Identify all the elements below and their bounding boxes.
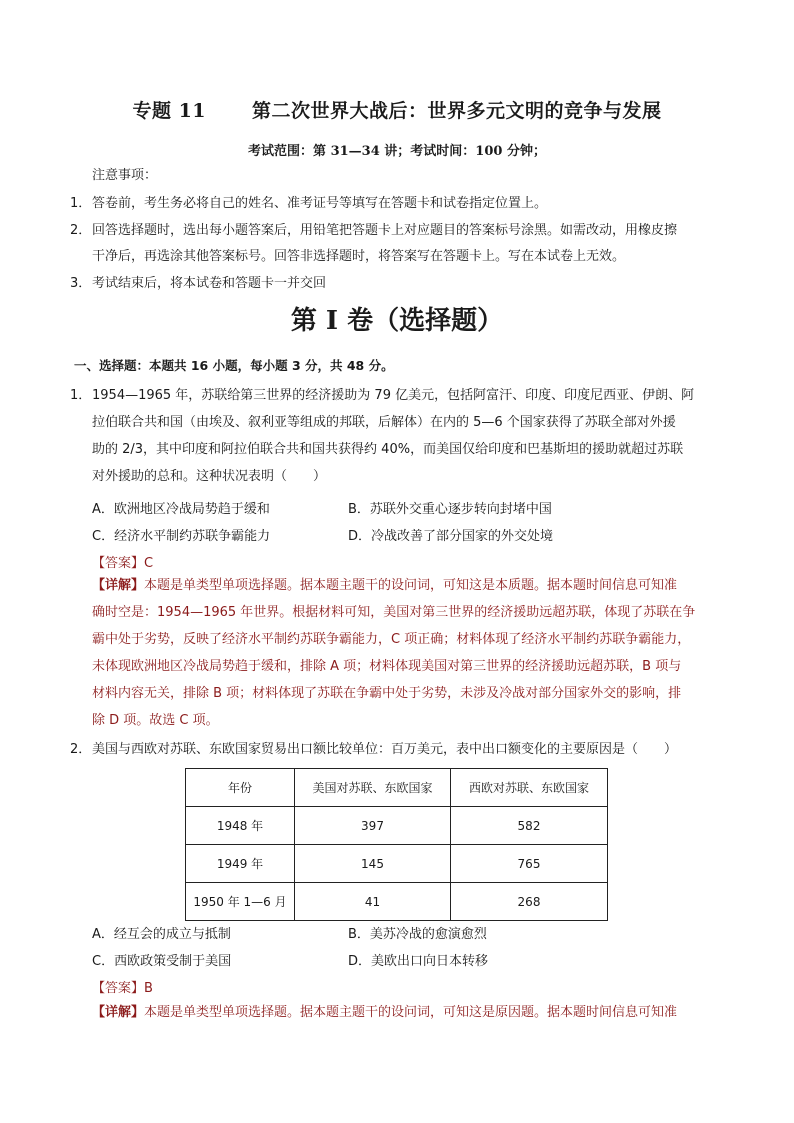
table-header-row (186, 769, 608, 807)
topic-number: 专题 11 (132, 100, 207, 122)
answer-value: B (144, 981, 153, 996)
question-1-detail-line-3: 霸中处于劣势，反映了经济水平制约苏联争霸能力，C 项正确；材料体现了经济水平制约苏联争霸能力， (92, 632, 691, 647)
table-header-year: 年份 (186, 769, 295, 807)
notes-heading: 注意事项： (92, 168, 158, 183)
question-1-detail-line-2: 确时空是：1954—1965 年世界。根据材料可知，美国对第三世界的经济援助远超苏联，体现了苏联在争 (92, 605, 696, 620)
question-1-line-3: 助的 2/3，其中印度和阿拉伯联合共和国共获得约 40%，而美国仅给印度和巴基斯坦的援助就超过苏联 (92, 442, 684, 457)
question-1-detail-line-6: 除 D 项。故选 C 项。 (92, 713, 219, 728)
detail-label: 【详解】 (92, 578, 145, 593)
question-2-option-a: A．经互会的成立与抵制 (92, 927, 231, 942)
question-2-number: 2． (70, 742, 92, 757)
section-heading: 一、选择题：本题共 16 小题，每小题 3 分，共 48 分。 (74, 358, 394, 373)
note-1-text: 答卷前，考生务必将自己的姓名、准考证号等填写在答题卡和试卷指定位置上。 (92, 196, 548, 211)
question-1-number: 1． (70, 388, 92, 403)
note-3-text: 考试结束后，将本试卷和答题卡一并交回 (92, 276, 327, 291)
question-1-option-b: B．苏联外交重心逐步转向封堵中国 (348, 502, 552, 517)
table-row (186, 845, 608, 883)
question-1-line-2: 拉伯联合共和国（由埃及、叙利亚等组成的邦联，后解体）在内的 5—6 个国家获得了苏联全部对外援 (92, 415, 676, 430)
note-2-num: 2． (70, 223, 92, 238)
question-2-stem: 美国与西欧对苏联、东欧国家贸易出口额比较单位：百万美元，表中出口额变化的主要原因是（ ） (92, 742, 678, 757)
question-2-detail-line-1 (92, 1000, 677, 1027)
exam-scope: 考试范围：第 31—34 讲；考试时间：100 分钟； (248, 144, 546, 159)
note-1-num: 1． (70, 196, 92, 211)
question-1-line-4: 对外援助的总和。这种状况表明（ ） (92, 469, 327, 484)
question-1-detail-line-5: 材料内容无关，排除 B 项；材料体现了苏联在争霸中处于劣势，未涉及冷战对部分国家外交的影响，排 (92, 686, 682, 701)
question-2-option-c: C．西欧政策受制于美国 (92, 954, 232, 969)
note-3-num: 3． (70, 276, 92, 291)
table-header-we: 西欧对苏联、东欧国家 (451, 769, 608, 807)
table-cell: 765 (451, 845, 608, 883)
volume-title: 第 I 卷（选择题） (290, 306, 504, 336)
question-1-option-c: C．经济水平制约苏联争霸能力 (92, 529, 271, 544)
page-title (0, 96, 794, 123)
table-cell: 1950 年 1—6 月 (186, 883, 295, 921)
answer-label: 【答案】 (92, 981, 145, 996)
note-2-line-2: 干净后，再选涂其他答案标号。回答非选择题时，将答案写在答题卡上。写在本试卷上无效。 (92, 249, 626, 264)
question-2-option-b: B．美苏冷战的愈演愈烈 (348, 927, 487, 942)
table-row (186, 807, 608, 845)
table-row (186, 883, 608, 921)
question-1-detail-line-1 (92, 573, 677, 600)
answer-value: C (144, 556, 154, 571)
trade-table (185, 768, 608, 921)
table-cell: 1949 年 (186, 845, 295, 883)
detail-text: 本题是单类型单项选择题。据本题主题干的设问词，可知这是原因题。据本题时间信息可知准 (144, 1005, 678, 1020)
table-cell: 1948 年 (186, 807, 295, 845)
note-2-line-1: 回答选择题时，选出每小题答案后，用铅笔把答题卡上对应题目的答案标号涂黑。如需改动，用橡皮擦 (92, 223, 678, 238)
table-cell: 397 (295, 807, 451, 845)
detail-label: 【详解】 (92, 1005, 145, 1020)
table-header-us: 美国对苏联、东欧国家 (295, 769, 451, 807)
detail-text: 本题是单类型单项选择题。据本题主题干的设问词，可知这是本质题。据本题时间信息可知准 (144, 578, 678, 593)
question-2-option-d: D．美欧出口向日本转移 (348, 954, 489, 969)
question-1-line-1: 1954—1965 年，苏联给第三世界的经济援助为 79 亿美元，包括阿富汗、印度、印度尼西亚、伊朗、阿 (92, 388, 695, 403)
table-cell: 145 (295, 845, 451, 883)
question-1-detail-line-4: 未体现欧洲地区冷战局势趋于缓和，排除 A 项；材料体现美国对第三世界的经济援助远超苏联，B 项与 (92, 659, 682, 674)
question-1-option-a: A．欧洲地区冷战局势趋于缓和 (92, 502, 270, 517)
table-cell: 41 (295, 883, 451, 921)
question-1-option-d: D．冷战改善了部分国家的外交处境 (348, 529, 554, 544)
table-cell: 268 (451, 883, 608, 921)
question-2-answer (92, 977, 153, 996)
topic-title: 第二次世界大战后：世界多元文明的竞争与发展 (252, 100, 662, 122)
answer-label: 【答案】 (92, 556, 145, 571)
table-cell: 582 (451, 807, 608, 845)
